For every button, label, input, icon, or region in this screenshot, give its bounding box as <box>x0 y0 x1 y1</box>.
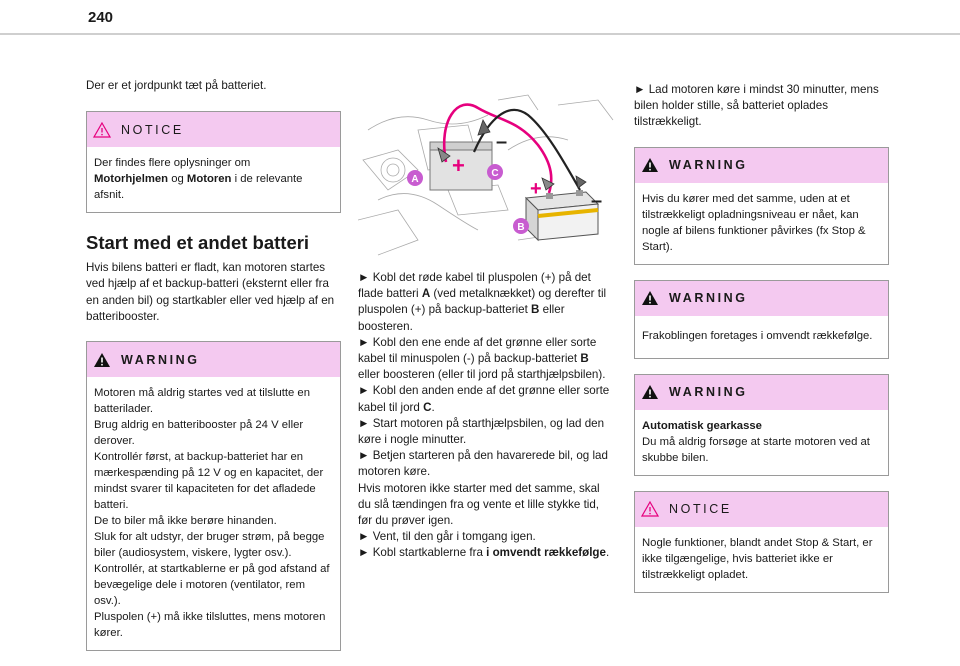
notice-title: NOTICE <box>121 122 184 137</box>
notice-title: NOTICE <box>669 502 732 517</box>
notice-triangle-icon <box>93 122 111 138</box>
engine-illustration <box>358 90 616 260</box>
notice-text: Nogle funktioner, blandt andet Stop & Start, er ikke tilgængelige, hvis batteriet ikke er tilstrækkeligt opladet. <box>642 536 873 581</box>
step-8: ► Kobl startkablerne fra i omvendt rækkefølge. <box>358 546 610 560</box>
warning-subheading: Automatisk gearkasse <box>642 419 762 432</box>
warning-box-2 <box>634 147 889 265</box>
warning-text: Du må aldrig forsøge at starte motoren ved at skubbe bilen. <box>642 435 870 464</box>
warning-title: WARNING <box>669 385 748 400</box>
warning-header <box>635 281 888 316</box>
warning-title: WARNING <box>121 352 200 367</box>
plus-sign-a: + <box>452 153 465 178</box>
step-6: Hvis motoren ikke starter med det samme, skal du slå tændingen fra og vente et lille stykke tid, før du prøver igen. <box>358 481 600 528</box>
intro-text: Der er et jordpunkt tæt på batteriet. <box>86 79 267 92</box>
warning-title: WARNING <box>669 158 748 173</box>
notice-box-1 <box>86 111 341 213</box>
step-4: ► Start motoren på starthjælpsbilen, og lad den køre i nogle minutter. <box>358 416 605 447</box>
warning-text: Hvis du kører med det samme, uden at et tilstrækkeligt opladningsniveau er nået, kan nogle af bilens funktioner påvirkes (fx Stop & Start). <box>642 192 866 253</box>
notice-header <box>87 112 340 147</box>
minus-sign-a: – <box>496 131 508 153</box>
section-paragraph: Hvis bilens batteri er fladt, kan motoren startes ved hjælp af et backup-batteri (eksternt eller fra en anden bil) og startkabler eller ved hjælp af en batteribooster. <box>86 261 335 323</box>
notice-header <box>635 492 888 527</box>
top-divider <box>0 33 960 35</box>
plus-sign-b: + <box>530 178 542 200</box>
notice-box-2 <box>634 491 889 593</box>
step-3: ► Kobl den anden ende af det grønne eller sorte kabel til jord C. <box>358 384 610 414</box>
warning-header <box>87 342 340 377</box>
minus-sign-b: – <box>591 190 603 212</box>
warning-text: Frakoblingen foretages i omvendt rækkefølge. <box>642 329 873 342</box>
jump-start-figure <box>358 90 616 260</box>
warning-triangle-icon <box>641 384 659 400</box>
label-b: B <box>517 222 525 233</box>
warning-box-4 <box>634 374 889 476</box>
label-a: A <box>411 174 419 185</box>
step-5: ► Betjen starteren på den havarerede bil, og lad motoren køre. <box>358 449 608 479</box>
charge-instruction: ► Lad motoren køre i mindst 30 minutter, mens bilen holder stille, så batteriet oplades tilstrækkeligt. <box>634 83 879 129</box>
column-3 <box>634 78 889 608</box>
warning-text: Motoren må aldrig startes ved at tilslutte en batterilader. Brug aldrig en batteribooster på 24 V eller derover. Kontrollér først, at backup-batteriet har en mærkespænding på 12 V og en kapacitet, der mindst svarer til kapaciteten for det afladede batteri. De to biler må ikke berøre hinanden. Sluk for alt udstyr, der bruger strøm, på begge biler (audiosystem, viskere, lygter osv.). Kontrollér, at startkablerne er på god afstand af bevægelige dele i motoren (ventilator, rem osv.). Pluspolen (+) må ikke tilsluttes, mens motoren kører. <box>94 387 330 640</box>
column-1 <box>86 78 341 666</box>
notice-text: Der findes flere oplysninger om Motorhjelmen og Motoren i de relevante afsnit. <box>94 157 303 202</box>
warning-box-3 <box>634 280 889 359</box>
step-1: ► Kobl det røde kabel til pluspolen (+) på det flade batteri A (ved metalknækket) og derefter til pluspolen (+) på backup-batteriet B eller boosteren. <box>358 271 607 333</box>
warning-header <box>635 375 888 410</box>
step-2: ► Kobl den ene ende af det grønne eller sorte kabel til minuspolen (-) på backup-batteriet B eller boosteren (eller til jord på starthjælpsbilen). <box>358 335 606 382</box>
column-2 <box>358 90 613 562</box>
warning-header <box>635 148 888 183</box>
label-c: C <box>491 168 499 179</box>
warning-triangle-icon <box>93 352 111 368</box>
warning-title: WARNING <box>669 291 748 306</box>
step-7: ► Vent, til den går i tomgang igen. <box>358 530 536 544</box>
page-number: 240 <box>88 9 114 26</box>
section-heading: Start med et andet batteri <box>86 232 310 254</box>
warning-triangle-icon <box>641 157 659 173</box>
warning-triangle-icon <box>641 290 659 306</box>
notice-triangle-icon <box>641 501 659 517</box>
warning-box-1 <box>86 341 341 651</box>
